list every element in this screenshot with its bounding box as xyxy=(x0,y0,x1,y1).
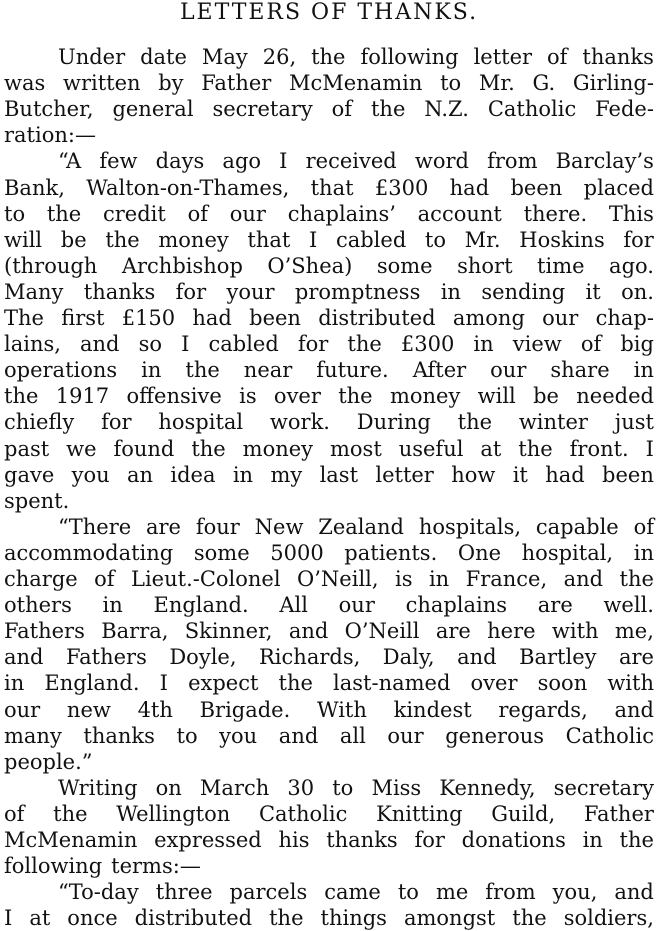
text-line: of the Wellington Catholic Knitting Guild, Father xyxy=(4,801,654,826)
text-line: “To-day three parcels came to me from you, and xyxy=(58,880,654,905)
text-line: gave you an idea in my last letter how it had been xyxy=(4,462,654,487)
text-line: and Fathers Doyle, Richards, Daly, and Bartley are xyxy=(4,645,654,670)
text-line: the 1917 offensive is over the money will be needed xyxy=(4,384,654,409)
text-line: charge of Lieut.-Colonel O’Neill, is in France, and the xyxy=(4,567,654,591)
text-line: Fathers Barra, Skinner, and O’Neill are here with me, xyxy=(4,619,654,644)
text-line: chiefly for hospital work. During the winter just xyxy=(4,410,654,435)
text-line: ration:— xyxy=(4,123,96,148)
text-line: spent. xyxy=(4,488,70,513)
text-line: Butcher, general secretary of the N.Z. Catholic Fede- xyxy=(4,97,654,122)
text-line: (through Archbishop O’Shea) some short time ago. xyxy=(4,253,654,278)
text-line: past we found the money most useful at the front. I xyxy=(4,436,654,461)
article-title: LETTERS OF THANKS. xyxy=(179,0,479,25)
text-line: in England. I expect the last-named over soon with xyxy=(4,671,654,696)
text-line: The first £150 had been distributed among our chap- xyxy=(4,306,654,330)
text-line: Bank, Walton-on-Thames, that £300 had been placed xyxy=(4,175,654,200)
text-line: others in England. All our chaplains are well. xyxy=(4,593,654,618)
text-line: McMenamin expressed his thanks for donations in the xyxy=(4,828,654,852)
text-line: “There are four New Zealand hospitals, capable of xyxy=(58,514,654,539)
text-line: Writing on March 30 to Miss Kennedy, secretary xyxy=(58,775,654,800)
text-line: I at once distributed the things amongst the soldiers, xyxy=(4,906,654,931)
text-line: to the credit of our chaplains’ account there. This xyxy=(4,201,654,226)
text-line: operations in the near future. After our share in xyxy=(4,358,654,383)
text-line: accommodating some 5000 patients. One hospital, in xyxy=(4,540,654,565)
text-line: “A few days ago I received word from Barclay’s xyxy=(58,149,654,174)
text-line: people.” xyxy=(4,749,93,774)
text-line: will be the money that I cabled to Mr. Hoskins for xyxy=(4,227,654,252)
text-line: lains, and so I cabled for the £300 in view of big xyxy=(4,332,654,357)
text-line: following terms:— xyxy=(4,854,201,879)
text-line: our new 4th Brigade. With kindest regards, and xyxy=(4,697,654,722)
text-line: many thanks to you and all our generous Catholic xyxy=(4,723,654,748)
text-line: Under date May 26, the following letter of thanks xyxy=(58,45,654,69)
text-line: was written by Father McMenamin to Mr. G. Girling- xyxy=(4,71,654,96)
text-line: Many thanks for your promptness in sending it on. xyxy=(4,279,654,304)
